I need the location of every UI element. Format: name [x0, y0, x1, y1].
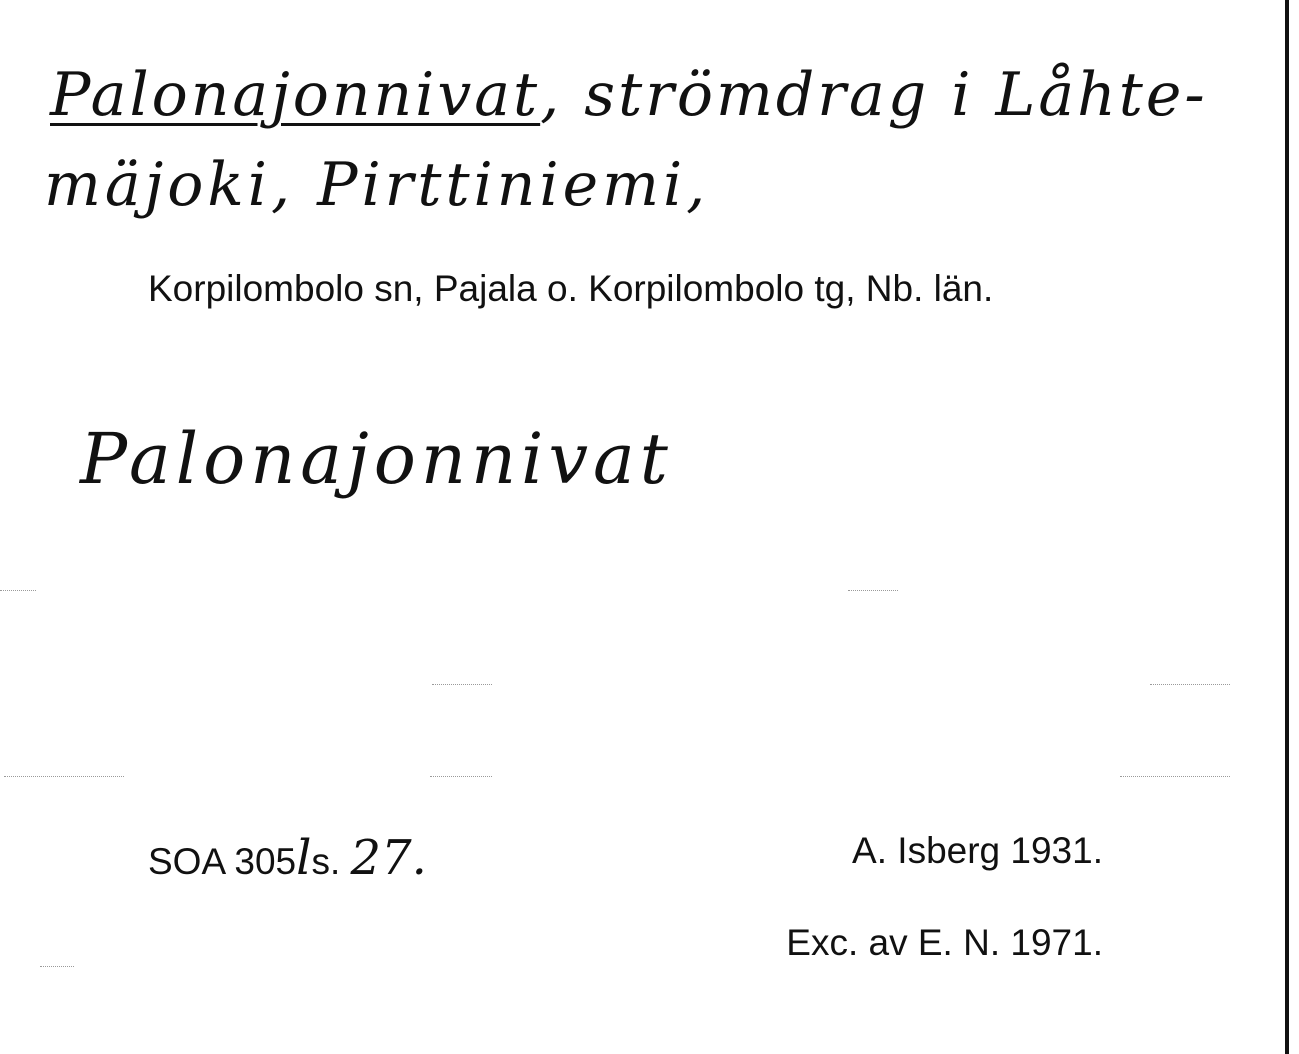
scan-speckle [1120, 776, 1230, 777]
source-page-label: s. [311, 841, 341, 882]
card-edge [1285, 0, 1289, 1054]
scan-speckle [4, 776, 124, 777]
scan-speckle [40, 966, 74, 967]
card-heading-continuation: mäjoki, Pirttiniemi, [44, 150, 710, 220]
collector-line: A. Isberg 1931. [852, 830, 1103, 871]
place-name-underlined: Palonajonnivat [50, 60, 541, 130]
source-reference [148, 830, 427, 886]
source-handwritten-letter: l [296, 830, 312, 886]
scan-speckle [0, 590, 36, 591]
scan-speckle [430, 776, 492, 777]
name-form: Palonajonnivat [80, 418, 673, 500]
location-line: Korpilombolo sn, Pajala o. Korpilombolo tg, Nb. län. [148, 268, 994, 309]
source-prefix: SOA 305 [148, 841, 297, 882]
scan-speckle [432, 684, 492, 685]
card-heading [50, 60, 1208, 130]
scan-speckle [848, 590, 898, 591]
excerpt-line: Exc. av E. N. 1971. [786, 922, 1103, 963]
place-description: , strömdrag i Låhte- [540, 60, 1208, 130]
source-page-number: 27. [350, 830, 427, 886]
scan-speckle [1150, 684, 1230, 685]
